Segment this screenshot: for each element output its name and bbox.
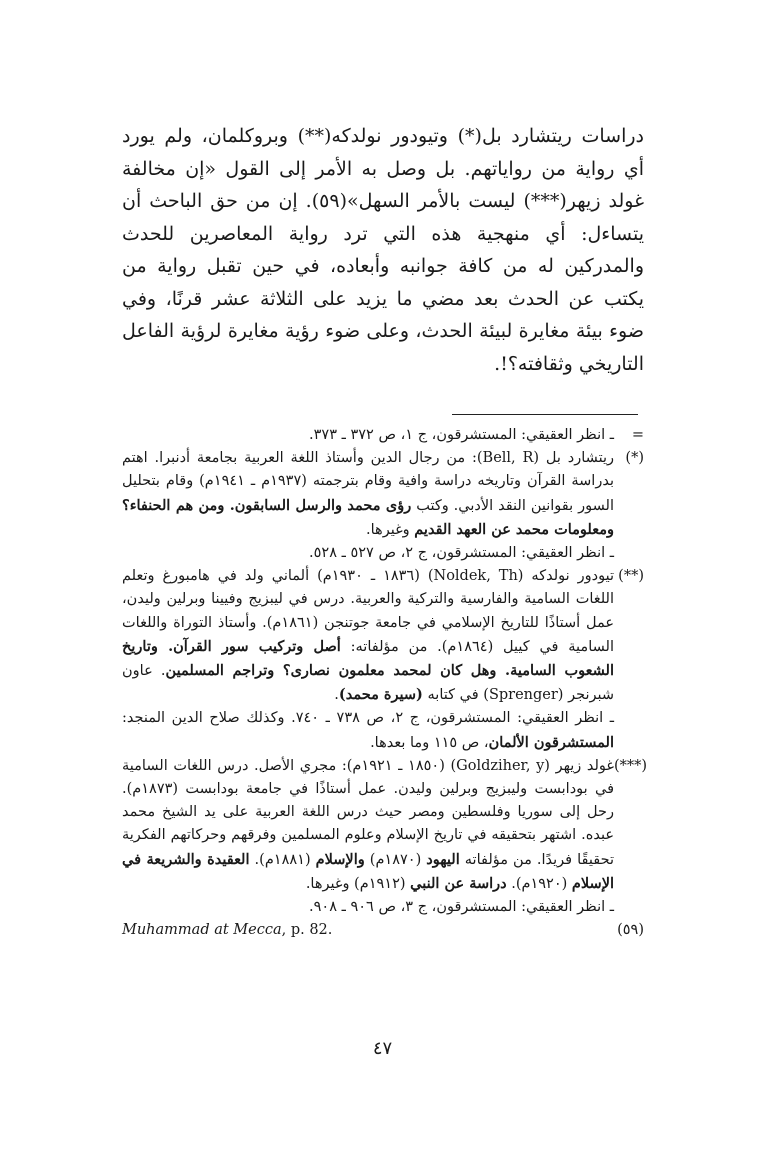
book-title-latin: Muhammad at Mecca [122,922,282,939]
citation-page: , p. 82. [281,922,333,939]
name-latin: (Noldek, Th) [427,568,524,585]
book-title: والإسلام [315,850,365,868]
footnote-separator [452,414,638,415]
footnote-mark: (**) [618,568,644,585]
footnote-bell [122,447,644,565]
footnote-reference: ـ انظر العقيقي: المستشرقون، ج ١، ص ٣٧٢ ـ ٣٧٣. [309,427,614,443]
book-title: (سيرة محمد) [338,686,423,704]
footnote-reference: ـ انظر العقيقي: المستشرقون، ج ٣، ص ٩٠٦ ـ ٩٠٨. [309,899,614,916]
main-text [122,120,644,380]
reference-text: ـ انظر العقيقي: المستشرقون، ج ٢، ص ٧٣٨ ـ ٧٤٠. وكذلك صلاح الدين المنجد: [122,710,615,727]
footnote-59 [122,919,644,942]
book-title: العقيدة والشريعة في الإسلام [122,850,614,892]
footnote-mark: = [631,427,644,443]
footnote-text [122,755,614,896]
footnote-mark: (***) [614,757,648,774]
footnote-noldeke [122,565,644,755]
footnote-citation [122,919,614,942]
book-titles: رؤى محمد والرسل السابقون. ومن هم الحنفاء؟ ومعلومات محمد عن العهد القديم [122,496,614,538]
book-title: اليهود [426,850,460,868]
footnote-goldziher [122,755,648,919]
footnote-text-segment: . عاون شبرنجر [122,663,614,704]
footnote-reference: ـ انظر العقيقي: المستشرقون، ج ٢، ص ٥٢٧ ـ ٥٢٨. [309,545,614,562]
name-latin: (Goldziher, y) [450,757,550,774]
footnote-text-segment: (١٨٣٦ ـ ١٩٣٠م) ألماني ولد في هامبورغ وتعلم اللغات السامية والفارسية والتركية والعربية. درس في ليبزيج وفيينا وبرلين وليدن، عمل أستاذًا للتاريخ الإسلامي في جامعة جوتنجن (١٨٦١م). وأستاذ التوراة واللغات السامية في كييل (١٨٦٤م). من مؤلفاته: [122,568,615,655]
name-arabic: ريتشارد بل [545,450,614,467]
footnote-eq [122,424,644,447]
footnote-body [122,755,614,919]
footnote-body [122,447,614,565]
footnote-body [122,919,614,942]
footnote-reference [122,707,614,754]
footnote-text-segment: (١٩٢٠م). [506,875,572,892]
name-latin: (Sprenger) [483,687,564,704]
footnote-text-segment: (١٨٥٠ ـ ١٩٢١م): مجري الأصل. درس اللغات السامية في بودابست وليبزيج وبرلين وليدن. عمل أستاذًا في جامعة بودابست (١٨٧٣م). رحل إلى سوريا وفلسطين ومصر حيث درس اللغة العربية على يد الشيخ محمد عبده. اشتهر بتحقيقه في تاريخ الإسلام وعلوم المسلمين وفرقهم وحركاتهم الفكرية تحقيقًا فريدًا. من مؤلفاته [122,757,614,868]
footnote-body [122,424,614,447]
footnote-text-segment: (١٩١٢م) وغيرها. [305,875,411,892]
footnote-text-segment: وغيرها. [366,521,415,538]
footnote-text-segment: (١٨٧٠م) [364,851,427,868]
footnote-text-segment: (١٨٨١م). [249,851,316,868]
footnote-text-segment: في كتابه [422,687,484,704]
reference-title: المستشرقون الألمان [488,733,614,751]
footnote-text-segment: . [334,687,339,704]
name-arabic: غولد زيهر [555,757,615,774]
footnote-mark: (*) [625,450,644,467]
footnote-text [122,565,614,707]
name-latin: (Bell, R) [476,450,540,467]
name-arabic: تيودور نولدكه [531,568,614,585]
footnote-text [122,447,614,542]
reference-text: ، ص ١١٥ وما بعدها. [370,734,489,751]
footnote-body [122,565,614,755]
footnote-mark: (٥٩) [617,922,644,939]
main-paragraph: دراسات ريتشارد بل(*) وتيودور نولدكه(**) وبروكلمان، ولم يورد أي رواية من رواياتهم. بل وصل به الأمر إلى القول «إن مخالفة غولد زيهر(***) ليست بالأمر السهل»(٥٩). إن من حق الباحث أن يتساءل: أي منهجية هذه التي ترد رواية المعاصرين للحدث والمدركين له من كافة جوانبه وأبعاده، في حين تقبل رواية من يكتب عن الحدث بعد مضي ما يزيد على الثلاثة عشر قرنًا، وفي ضوء بيئة مغايرة لبيئة الحدث، وعلى ضوء رؤية مغايرة لرؤية الفاعل التاريخي وثقافته؟!. [122,125,645,375]
footnote-text-segment: : من رجال الدين وأستاذ اللغة العربية بجامعة أدنبرا. اهتم بدراسة القرآن وتاريخه دراسة وافية وقام بترجمته (١٩٣٧م ـ ١٩٤١م) وقام بتحليل السور بقوانين النقد الأدبي. وكتب [122,450,614,514]
book-title: دراسة عن النبي [410,874,507,892]
page-number: ٤٧ [372,1038,393,1059]
book-titles: أصل وتركيب سور القرآن. وتاريخ الشعوب السامية. وهل كان لمحمد معلمون نصارى؟ وتراجم المسلمين [122,637,614,680]
footnotes [122,424,648,942]
